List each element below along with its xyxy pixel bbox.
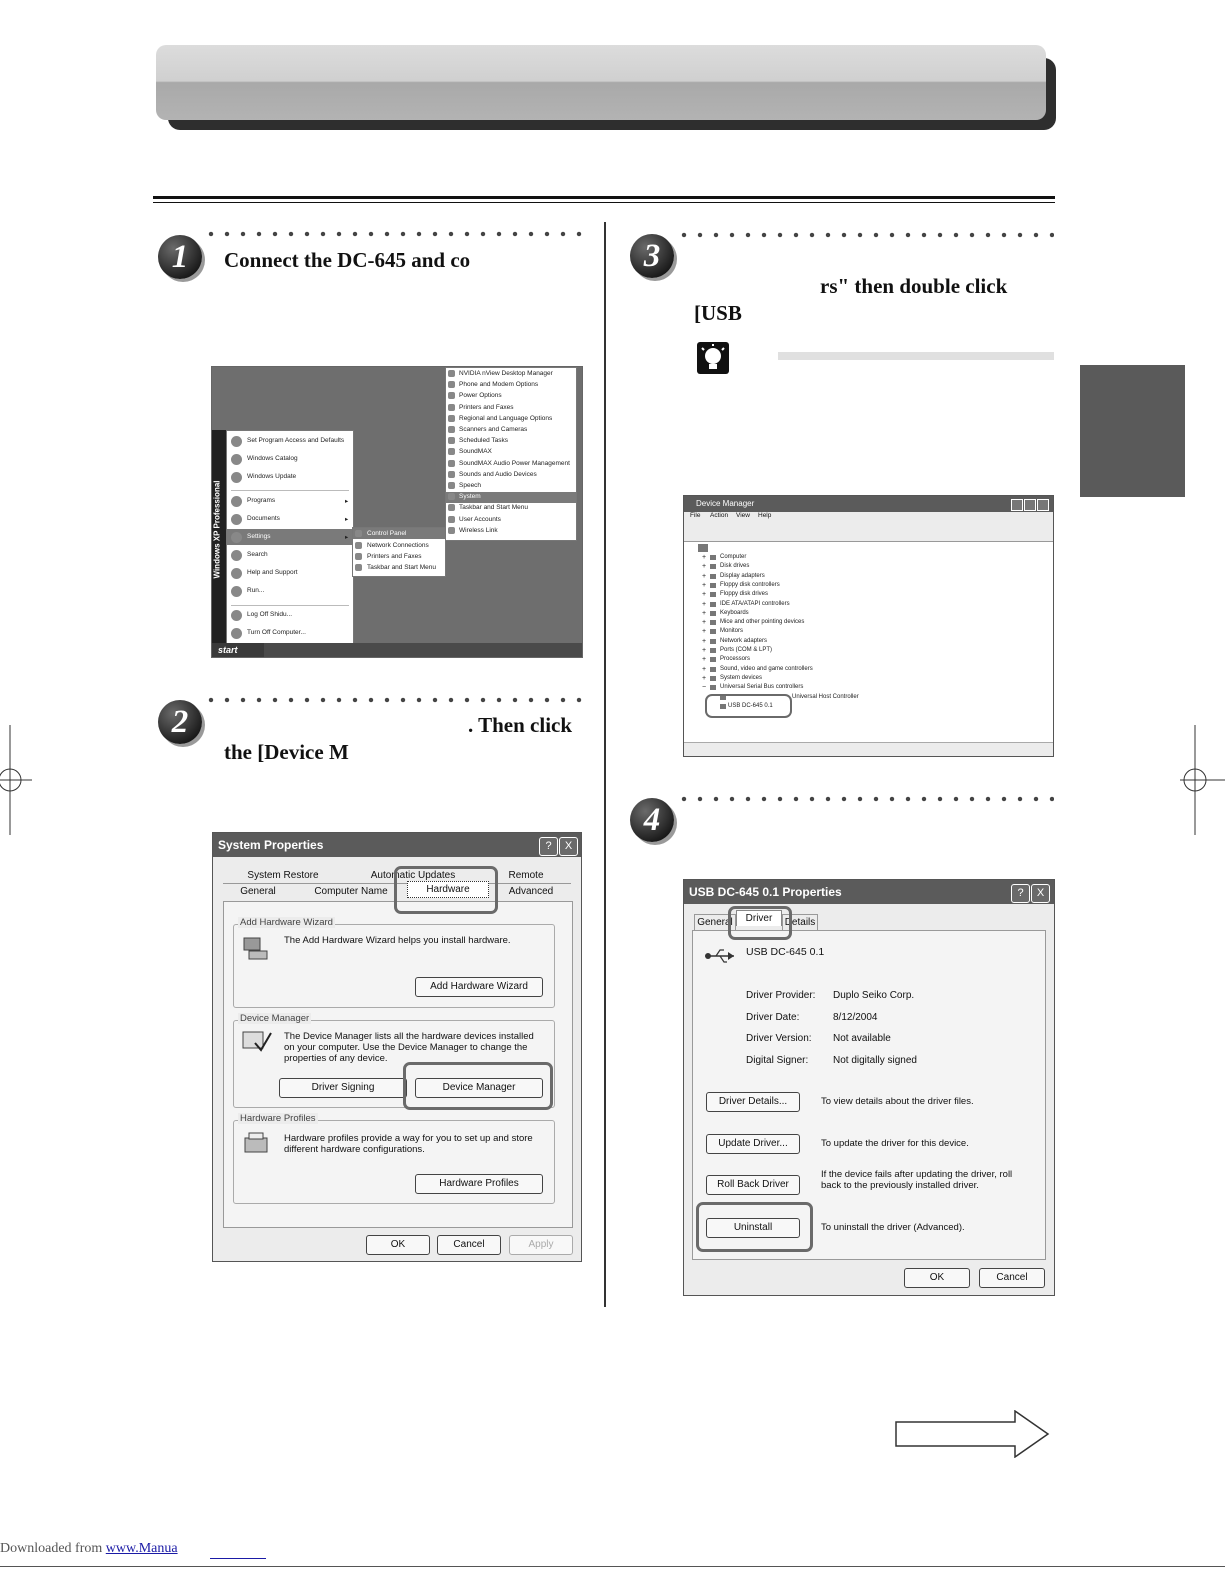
device-category-icon: [710, 555, 716, 560]
tab-general[interactable]: General: [694, 914, 736, 930]
control-panel-item[interactable]: SoundMAX Audio Power Management: [459, 459, 570, 467]
help-button[interactable]: ?: [539, 837, 558, 856]
footer-link-underline: [210, 1558, 266, 1559]
device-category-icon: [710, 602, 716, 607]
computer-root-icon: [698, 544, 708, 552]
device-manager-button[interactable]: Device Manager: [415, 1078, 543, 1098]
settings-item-icon: [355, 553, 362, 560]
step2-number: 2: [158, 700, 202, 744]
add-hardware-group-label: Add Hardware Wizard: [240, 917, 333, 928]
hardware-profiles-icon: [241, 1130, 273, 1158]
start-menu-item[interactable]: Log Off Shidu...: [247, 611, 293, 618]
menu-view[interactable]: View: [736, 512, 750, 519]
hardware-wizard-icon: [241, 933, 271, 963]
start-menu-item[interactable]: Help and Support: [247, 569, 298, 576]
start-menu-item[interactable]: Settings: [247, 533, 271, 540]
driver-tab-highlight: [728, 906, 792, 940]
device-category[interactable]: Sound, video and game controllers: [720, 665, 813, 672]
registration-mark-left: [0, 725, 40, 835]
menu-help[interactable]: Help: [758, 512, 772, 519]
control-panel-item-icon: [448, 370, 455, 377]
device-category-icon: [710, 611, 716, 616]
device-manager-toolbar: [684, 523, 1053, 542]
device-category[interactable]: Ports (COM & LPT): [720, 647, 773, 653]
lightbulb-icon: [697, 342, 729, 374]
tab-system-restore[interactable]: System Restore: [247, 870, 319, 881]
hardware-profiles-button[interactable]: Hardware Profiles: [415, 1174, 543, 1194]
start-menu-panel: [226, 430, 354, 644]
step1-text: Connect the DC-645 and co: [224, 248, 471, 272]
settings-submenu: [352, 527, 446, 577]
expand-toggle-icon[interactable]: +: [702, 572, 707, 580]
control-panel-item-icon: [448, 448, 455, 455]
control-panel-item-icon: [448, 493, 455, 500]
menu-item-icon: [231, 610, 242, 621]
control-panel-item[interactable]: Phone and Modem Options: [459, 381, 539, 389]
expand-toggle-icon[interactable]: +: [702, 600, 707, 608]
device-category-icon: [710, 583, 716, 588]
menu-divider: [231, 605, 349, 606]
control-panel-item-icon: [448, 381, 455, 388]
device-category-icon: [710, 648, 716, 653]
tab-computer-name[interactable]: Computer Name: [314, 886, 388, 897]
control-panel-item[interactable]: Regional and Language Options: [459, 414, 553, 422]
device-category[interactable]: Keyboards: [720, 609, 749, 616]
control-panel-item[interactable]: Sounds and Audio Devices: [459, 470, 537, 478]
submenu-arrow-icon: ▸: [345, 516, 349, 523]
control-panel-item[interactable]: System: [459, 493, 481, 501]
expand-toggle-icon[interactable]: +: [702, 628, 707, 636]
device-category-icon: [710, 629, 716, 634]
driver-action-button[interactable]: Uninstall: [706, 1218, 800, 1238]
menu-item-icon: [231, 514, 242, 525]
help-button[interactable]: ?: [1011, 884, 1030, 903]
start-menu-item[interactable]: Search: [247, 551, 268, 558]
step3-number: 3: [630, 234, 674, 278]
usb-properties-title: USB DC-645 0.1 Properties: [684, 880, 1054, 904]
tab-hardware[interactable]: Hardware: [407, 881, 489, 898]
expand-toggle-icon[interactable]: +: [702, 665, 707, 673]
device-category[interactable]: Network adapters: [720, 637, 768, 644]
control-panel-item[interactable]: Wireless Link: [459, 526, 498, 534]
start-menu-item[interactable]: Windows Catalog: [247, 455, 298, 462]
start-menu-item[interactable]: Set Program Access and Defaults: [247, 437, 345, 444]
expand-toggle-icon[interactable]: +: [702, 609, 707, 617]
driver-field-label: Driver Date:: [746, 1011, 800, 1023]
usb-device-item[interactable]: USB DC-645 0.1: [728, 702, 773, 709]
device-manager-icon: [241, 1029, 273, 1055]
menu-item-icon: [231, 436, 242, 447]
control-panel-item-icon: [448, 426, 455, 433]
footer-link[interactable]: www.Manua: [105, 1541, 178, 1556]
settings-item-icon: [355, 530, 362, 537]
control-panel-item-icon: [448, 404, 455, 411]
device-manager-button-highlight: [403, 1062, 553, 1110]
minimize-icon[interactable]: [1011, 499, 1023, 511]
device-category-icon: [710, 592, 716, 597]
step4-dotted-line: [676, 796, 1054, 802]
step2-text-line1: . Then click: [468, 713, 573, 737]
driver-action-button[interactable]: Roll Back Driver: [706, 1175, 800, 1195]
menu-item-icon: [231, 550, 242, 561]
device-category-icon: [710, 564, 716, 569]
hardware-tab-highlight: [394, 866, 498, 914]
note-bar: [778, 352, 1054, 360]
settings-submenu-item[interactable]: Printers and Faxes: [367, 553, 422, 560]
tab-driver[interactable]: Driver: [736, 910, 782, 926]
footer-download-text: [0, 1541, 178, 1557]
submenu-arrow-icon: ▸: [345, 498, 349, 505]
settings-item-icon: [355, 564, 362, 571]
driver-action-description: If the device fails after updating the driver, roll back to the previously installed driver.: [821, 1169, 1013, 1191]
device-category-icon: [710, 676, 716, 681]
column-divider: [604, 222, 606, 1307]
step4-number: 4: [630, 798, 674, 842]
driver-field-value: Not available: [833, 1033, 891, 1044]
driver-field-label: Driver Version:: [746, 1033, 812, 1044]
device-category[interactable]: Floppy disk controllers: [720, 581, 780, 588]
menu-item-icon: [231, 496, 242, 507]
menu-item-icon: [231, 586, 242, 597]
usb-icon: [704, 946, 736, 966]
device-category[interactable]: Floppy disk drives: [720, 591, 769, 598]
driver-action-description: To uninstall the driver (Advanced).: [821, 1222, 965, 1233]
menu-item-icon: [231, 628, 242, 639]
expand-toggle-icon[interactable]: +: [702, 637, 707, 645]
cancel-button[interactable]: Cancel: [437, 1235, 501, 1255]
control-panel-item[interactable]: NVIDIA nView Desktop Manager: [459, 370, 553, 377]
tab-details[interactable]: Details: [782, 914, 818, 930]
control-panel-item[interactable]: Scanners and Cameras: [459, 426, 528, 433]
step3-text-line1: rs" then double click: [820, 274, 1008, 298]
start-button[interactable]: start: [212, 643, 264, 657]
step1-dotted-line: [203, 231, 583, 237]
close-button[interactable]: X: [559, 837, 578, 856]
registration-mark-right: [1180, 725, 1225, 835]
device-category[interactable]: Computer: [720, 554, 747, 560]
control-panel-item-icon: [448, 504, 455, 511]
system-properties-title: System Properties: [213, 833, 581, 857]
driver-field-value: 8/12/2004: [833, 1011, 878, 1023]
device-category[interactable]: Monitors: [720, 628, 744, 635]
menu-divider: [231, 490, 349, 491]
menu-item-icon: [231, 532, 242, 543]
menu-file[interactable]: File: [690, 512, 701, 519]
control-panel-item-icon: [448, 392, 455, 399]
chapter-side-tab: [1080, 365, 1185, 497]
cancel-button[interactable]: Cancel: [979, 1268, 1045, 1288]
settings-submenu-item[interactable]: Network Connections: [367, 542, 429, 549]
start-menu-item[interactable]: Run...: [247, 587, 265, 594]
tab-advanced[interactable]: Advanced: [508, 886, 554, 897]
control-panel-item-icon: [448, 516, 455, 523]
expand-toggle-icon[interactable]: −: [702, 684, 707, 692]
device-category[interactable]: System devices: [720, 674, 763, 681]
driver-field-label: Digital Signer:: [746, 1054, 809, 1066]
device-category[interactable]: IDE ATA/ATAPI controllers: [720, 600, 790, 607]
device-category-icon: [710, 667, 716, 672]
device-manager-description: The Device Manager lists all the hardware devices installed on your computer. Use the Device Manager to change the properties of any device.: [284, 1031, 534, 1064]
driver-field-label: Driver Provider:: [746, 990, 816, 1001]
device-category-icon: [710, 574, 716, 579]
control-panel-item-icon: [448, 460, 455, 467]
close-icon[interactable]: [1037, 499, 1049, 511]
device-category[interactable]: Mice and other pointing devices: [720, 619, 805, 626]
settings-submenu-item[interactable]: Control Panel: [367, 530, 407, 537]
ok-button[interactable]: OK: [366, 1235, 430, 1255]
menu-item-icon: [231, 472, 242, 483]
control-panel-item-icon: [448, 415, 455, 422]
usb-device-item[interactable]: Universal Host Controller: [792, 693, 859, 700]
expand-toggle-icon[interactable]: +: [702, 591, 707, 599]
step2-dotted-line: [203, 697, 583, 703]
settings-submenu-item[interactable]: Taskbar and Start Menu: [367, 564, 437, 571]
control-panel-item[interactable]: SoundMAX: [459, 448, 492, 456]
control-panel-item[interactable]: Scheduled Tasks: [459, 437, 509, 445]
device-category-icon: [710, 620, 716, 625]
step3-text-line2: [USB: [694, 301, 742, 325]
control-panel-item[interactable]: Speech: [459, 482, 482, 489]
device-category[interactable]: Universal Serial Bus controllers: [720, 684, 804, 691]
driver-action-button[interactable]: Update Driver...: [706, 1134, 800, 1154]
device-category[interactable]: Display adapters: [720, 572, 765, 579]
expand-toggle-icon[interactable]: +: [702, 619, 707, 627]
ok-button[interactable]: OK: [904, 1268, 970, 1288]
menu-item-icon: [231, 568, 242, 579]
control-panel-item[interactable]: Printers and Faxes: [459, 403, 514, 411]
footer-prefix: Downloaded from: [0, 1541, 106, 1556]
driver-field-value: Duplo Seiko Corp.: [833, 990, 915, 1001]
expand-toggle-icon[interactable]: +: [702, 674, 707, 682]
expand-toggle-icon[interactable]: +: [702, 581, 707, 589]
expand-toggle-icon[interactable]: +: [702, 563, 707, 571]
device-name: USB DC-645 0.1: [746, 946, 825, 958]
header-banner: [156, 45, 1046, 120]
tab-general[interactable]: General: [240, 886, 276, 897]
device-manager-group-label: Device Manager: [240, 1013, 310, 1024]
device-category[interactable]: Processors: [720, 656, 751, 663]
device-manager-title: Device Manager: [684, 496, 1053, 512]
footer-rule: [0, 1566, 1225, 1567]
usb-device-highlight: [705, 694, 792, 718]
submenu-arrow-icon: ▸: [345, 534, 349, 541]
add-hardware-wizard-button[interactable]: Add Hardware Wizard: [415, 977, 543, 997]
expand-toggle-icon[interactable]: +: [702, 554, 707, 561]
driver-signing-button[interactable]: Driver Signing: [279, 1078, 407, 1098]
expand-toggle-icon[interactable]: +: [702, 656, 707, 664]
control-panel-submenu: [445, 367, 577, 541]
section-rule: [153, 196, 1055, 199]
driver-action-button[interactable]: Driver Details...: [706, 1092, 800, 1112]
start-menu-item[interactable]: Turn Off Computer...: [247, 629, 306, 636]
expand-toggle-icon[interactable]: +: [702, 647, 707, 654]
hardware-profiles-group-label: Hardware Profiles: [240, 1113, 316, 1124]
close-button[interactable]: X: [1031, 884, 1050, 903]
start-menu-item[interactable]: Windows Update: [247, 473, 297, 480]
taskbar: [212, 643, 582, 657]
driver-action-description: To view details about the driver files.: [821, 1096, 974, 1107]
device-category[interactable]: Disk drives: [720, 563, 750, 570]
start-menu-item[interactable]: Programs: [247, 497, 276, 504]
settings-selected-bg: [227, 529, 353, 545]
start-menu-sidebar: [212, 430, 226, 643]
control-panel-item[interactable]: User Accounts: [459, 515, 501, 523]
control-panel-item[interactable]: Taskbar and Start Menu: [459, 504, 529, 512]
step1-number: 1: [158, 235, 202, 279]
driver-field-value: Not digitally signed: [833, 1054, 917, 1066]
apply-button[interactable]: Apply: [509, 1235, 573, 1255]
control-panel-item-icon: [448, 527, 455, 534]
next-page-arrow-icon: [895, 1410, 1051, 1458]
add-hardware-description: The Add Hardware Wizard helps you install hardware.: [284, 935, 511, 946]
control-panel-item-icon: [448, 482, 455, 489]
control-panel-item-icon: [448, 471, 455, 478]
settings-item-icon: [355, 542, 362, 549]
start-menu-side-label: Windows XP Professional: [212, 480, 222, 579]
status-bar: [684, 742, 1053, 756]
maximize-icon[interactable]: [1024, 499, 1036, 511]
section-rule-thin: [153, 202, 1055, 203]
menu-action[interactable]: Action: [710, 512, 729, 519]
device-manager-menubar: [684, 512, 1053, 523]
start-menu-item[interactable]: Documents: [247, 515, 280, 522]
device-category-icon: [710, 657, 716, 662]
start-menu-screenshot: [211, 366, 583, 658]
device-category-icon: [710, 685, 716, 690]
device-category-icon: [710, 639, 716, 644]
menu-item-icon: [231, 454, 242, 465]
hardware-profiles-description: Hardware profiles provide a way for you to set up and store different hardware configurations.: [284, 1133, 533, 1155]
control-panel-item-icon: [448, 437, 455, 444]
step3-dotted-line: [676, 232, 1054, 238]
tab-remote[interactable]: Remote: [508, 870, 544, 881]
tab-automatic-updates[interactable]: Automatic Updates: [370, 870, 456, 881]
driver-action-description: To update the driver for this device.: [821, 1138, 969, 1149]
control-panel-item[interactable]: Power Options: [459, 392, 502, 400]
uninstall-button-highlight: [696, 1202, 813, 1252]
step2-text-line2: the [Device M: [224, 740, 349, 764]
